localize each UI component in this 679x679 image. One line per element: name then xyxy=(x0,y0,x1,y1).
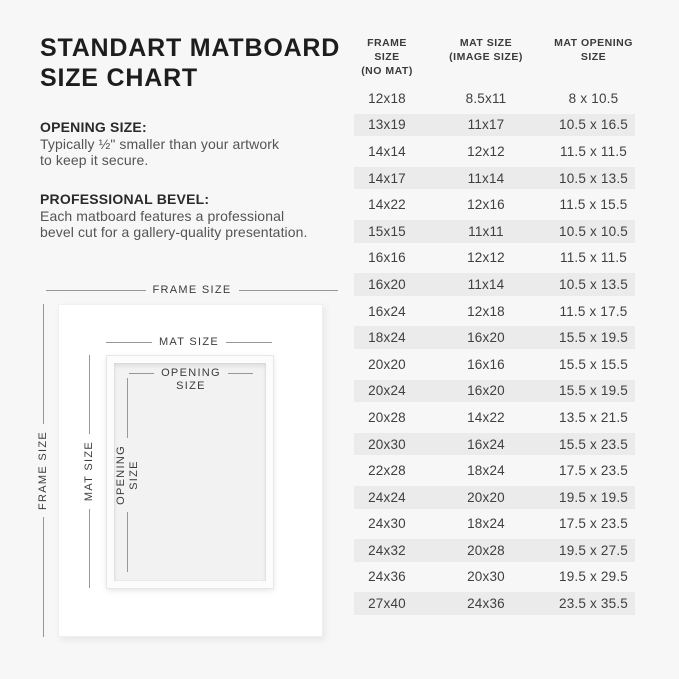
table-cell: 24x36 xyxy=(467,596,505,612)
table-row xyxy=(354,537,635,564)
table-cell: 13x19 xyxy=(368,117,406,133)
professional-bevel-heading: PROFESSIONAL BEVEL: xyxy=(40,191,210,207)
dimension-line xyxy=(106,342,152,343)
table-cell: 11x14 xyxy=(467,276,505,292)
table-row xyxy=(354,165,635,192)
table-cell: 11x17 xyxy=(467,117,505,133)
dimension-line xyxy=(228,373,253,374)
table-cell: 20x20 xyxy=(368,356,406,372)
table-row xyxy=(354,218,635,245)
table-cell: 12x18 xyxy=(467,303,505,319)
table-cell: 18x24 xyxy=(467,463,505,479)
table-cell: 14x22 xyxy=(368,197,406,213)
table-cell: 19.5 x 29.5 xyxy=(558,569,628,585)
opening-size-dimension-vertical xyxy=(114,378,141,572)
table-cell: 11.5 x 11.5 xyxy=(560,143,627,159)
table-row xyxy=(354,138,635,165)
opening-size-dimension-horizontal xyxy=(129,367,253,393)
opening-size-text-line2: to keep it secure. xyxy=(40,152,149,168)
dimension-line xyxy=(226,342,272,343)
table-row xyxy=(354,457,635,484)
table-cell: 8.5x11 xyxy=(465,90,507,106)
professional-bevel-info xyxy=(40,191,350,240)
dimension-line xyxy=(89,355,90,434)
table-row xyxy=(354,245,635,272)
table-cell: 12x16 xyxy=(467,197,505,213)
table-cell: 16x16 xyxy=(368,250,406,266)
table-cell: 11.5 x 15.5 xyxy=(559,197,628,213)
table-row xyxy=(354,404,635,431)
mat-size-dimension-vertical xyxy=(83,355,96,588)
table-row xyxy=(354,85,635,112)
professional-bevel-text-line2: bevel cut for a gallery-quality presentation. xyxy=(40,224,308,240)
table-cell: 24x32 xyxy=(368,542,406,558)
frame-size-dimension-vertical xyxy=(37,304,50,637)
table-cell: 16x16 xyxy=(467,356,505,372)
opening-size-label xyxy=(161,367,221,393)
dimension-line xyxy=(89,509,90,588)
table-row xyxy=(354,191,635,218)
table-row xyxy=(354,484,635,511)
table-cell: 19.5 x 27.5 xyxy=(558,542,628,558)
column-header-mat-opening-size xyxy=(552,36,635,78)
table-cell: 20x30 xyxy=(368,436,406,452)
size-table-header xyxy=(354,36,635,78)
table-cell: 16x24 xyxy=(368,303,406,319)
page-title-line1: STANDART MATBOARD xyxy=(40,34,341,62)
column-header-line: (IMAGE SIZE) xyxy=(449,51,523,63)
page-title xyxy=(40,33,340,93)
table-cell: 8 x 10.5 xyxy=(568,90,619,106)
dimension-line xyxy=(127,512,128,572)
table-row xyxy=(354,564,635,591)
table-cell: 15.5 x 19.5 xyxy=(558,383,628,399)
table-cell: 17.5 x 23.5 xyxy=(558,463,628,479)
table-cell: 11.5 x 17.5 xyxy=(559,303,628,319)
table-cell: 15x15 xyxy=(368,223,406,239)
table-cell: 16x24 xyxy=(467,436,505,452)
table-cell: 15.5 x 23.5 xyxy=(558,436,628,452)
opening-size-label-line1: OPENING xyxy=(161,367,221,379)
table-cell: 20x28 xyxy=(368,409,406,425)
table-row xyxy=(354,324,635,351)
page-title-line2: SIZE CHART xyxy=(40,64,198,92)
table-cell: 24x36 xyxy=(368,569,406,585)
table-cell: 20x30 xyxy=(467,569,505,585)
table-cell: 23.5 x 35.5 xyxy=(558,596,628,612)
dimension-line xyxy=(127,378,128,438)
frame-size-label-vertical: FRAME SIZE xyxy=(37,431,49,511)
table-cell: 19.5 x 19.5 xyxy=(558,489,628,505)
table-cell: 20x28 xyxy=(467,542,505,558)
frame-size-label: FRAME SIZE xyxy=(152,283,232,296)
table-cell: 17.5 x 23.5 xyxy=(558,516,628,532)
table-cell: 24x30 xyxy=(368,516,406,532)
dimension-line xyxy=(43,517,44,637)
column-header-frame-size xyxy=(354,36,420,78)
table-cell: 20x24 xyxy=(368,383,406,399)
column-header-line: MAT OPENING xyxy=(554,37,633,49)
table-cell: 20x20 xyxy=(467,489,505,505)
table-cell: 10.5 x 13.5 xyxy=(558,276,628,292)
table-row xyxy=(354,271,635,298)
mat-size-label: MAT SIZE xyxy=(158,335,220,348)
table-cell: 14x22 xyxy=(467,409,505,425)
table-cell: 27x40 xyxy=(368,596,406,612)
table-cell: 18x24 xyxy=(368,330,406,346)
table-cell: 14x17 xyxy=(368,170,406,186)
opening-size-label-vertical xyxy=(115,445,141,505)
table-cell: 10.5 x 10.5 xyxy=(558,223,628,239)
table-cell: 11x11 xyxy=(468,223,504,239)
professional-bevel-text-line1: Each matboard features a professional xyxy=(40,208,285,224)
table-cell: 10.5 x 13.5 xyxy=(558,170,628,186)
table-cell: 10.5 x 16.5 xyxy=(558,117,628,133)
mat-size-label-vertical: MAT SIZE xyxy=(83,441,95,502)
table-cell: 18x24 xyxy=(467,516,505,532)
table-row xyxy=(354,431,635,458)
table-row xyxy=(354,112,635,139)
table-cell: 12x12 xyxy=(467,250,505,266)
column-header-mat-size xyxy=(420,36,552,78)
table-row xyxy=(354,511,635,538)
opening-size-info xyxy=(40,119,350,168)
table-cell: 11.5 x 11.5 xyxy=(560,250,627,266)
opening-size-label-vertical-line2: SIZE xyxy=(127,460,140,490)
table-cell: 11x14 xyxy=(467,170,505,186)
dimension-line xyxy=(43,304,44,424)
opening-size-text-line1: Typically ½" smaller than your artwork xyxy=(40,136,280,152)
table-body xyxy=(354,85,635,617)
column-header-line: FRAME SIZE xyxy=(367,37,407,63)
column-header-line: SIZE xyxy=(580,51,607,63)
table-row xyxy=(354,298,635,325)
table-row xyxy=(354,378,635,405)
mat-size-dimension-horizontal xyxy=(106,335,272,349)
table-cell: 14x14 xyxy=(368,143,406,159)
table-row xyxy=(354,590,635,617)
table-cell: 22x28 xyxy=(368,463,406,479)
dimension-line xyxy=(239,290,339,291)
column-header-line: (NO MAT) xyxy=(361,65,413,77)
table-cell: 15.5 x 19.5 xyxy=(558,330,628,346)
frame-size-dimension-horizontal xyxy=(46,283,338,297)
opening-size-label-line2: SIZE xyxy=(176,380,206,392)
dimension-line xyxy=(46,290,146,291)
opening-size-label-vertical-line1: OPENING xyxy=(114,445,127,505)
table-cell: 12x12 xyxy=(467,143,505,159)
table-cell: 12x18 xyxy=(368,90,406,106)
table-cell: 16x20 xyxy=(467,330,505,346)
table-cell: 13.5 x 21.5 xyxy=(558,409,628,425)
dimension-line xyxy=(129,373,154,374)
column-header-line: MAT SIZE xyxy=(459,37,513,49)
table-row xyxy=(354,351,635,378)
opening-size-heading: OPENING SIZE: xyxy=(40,119,147,135)
table-cell: 16x20 xyxy=(368,276,406,292)
table-cell: 16x20 xyxy=(467,383,505,399)
table-cell: 15.5 x 15.5 xyxy=(558,356,628,372)
table-cell: 24x24 xyxy=(368,489,406,505)
